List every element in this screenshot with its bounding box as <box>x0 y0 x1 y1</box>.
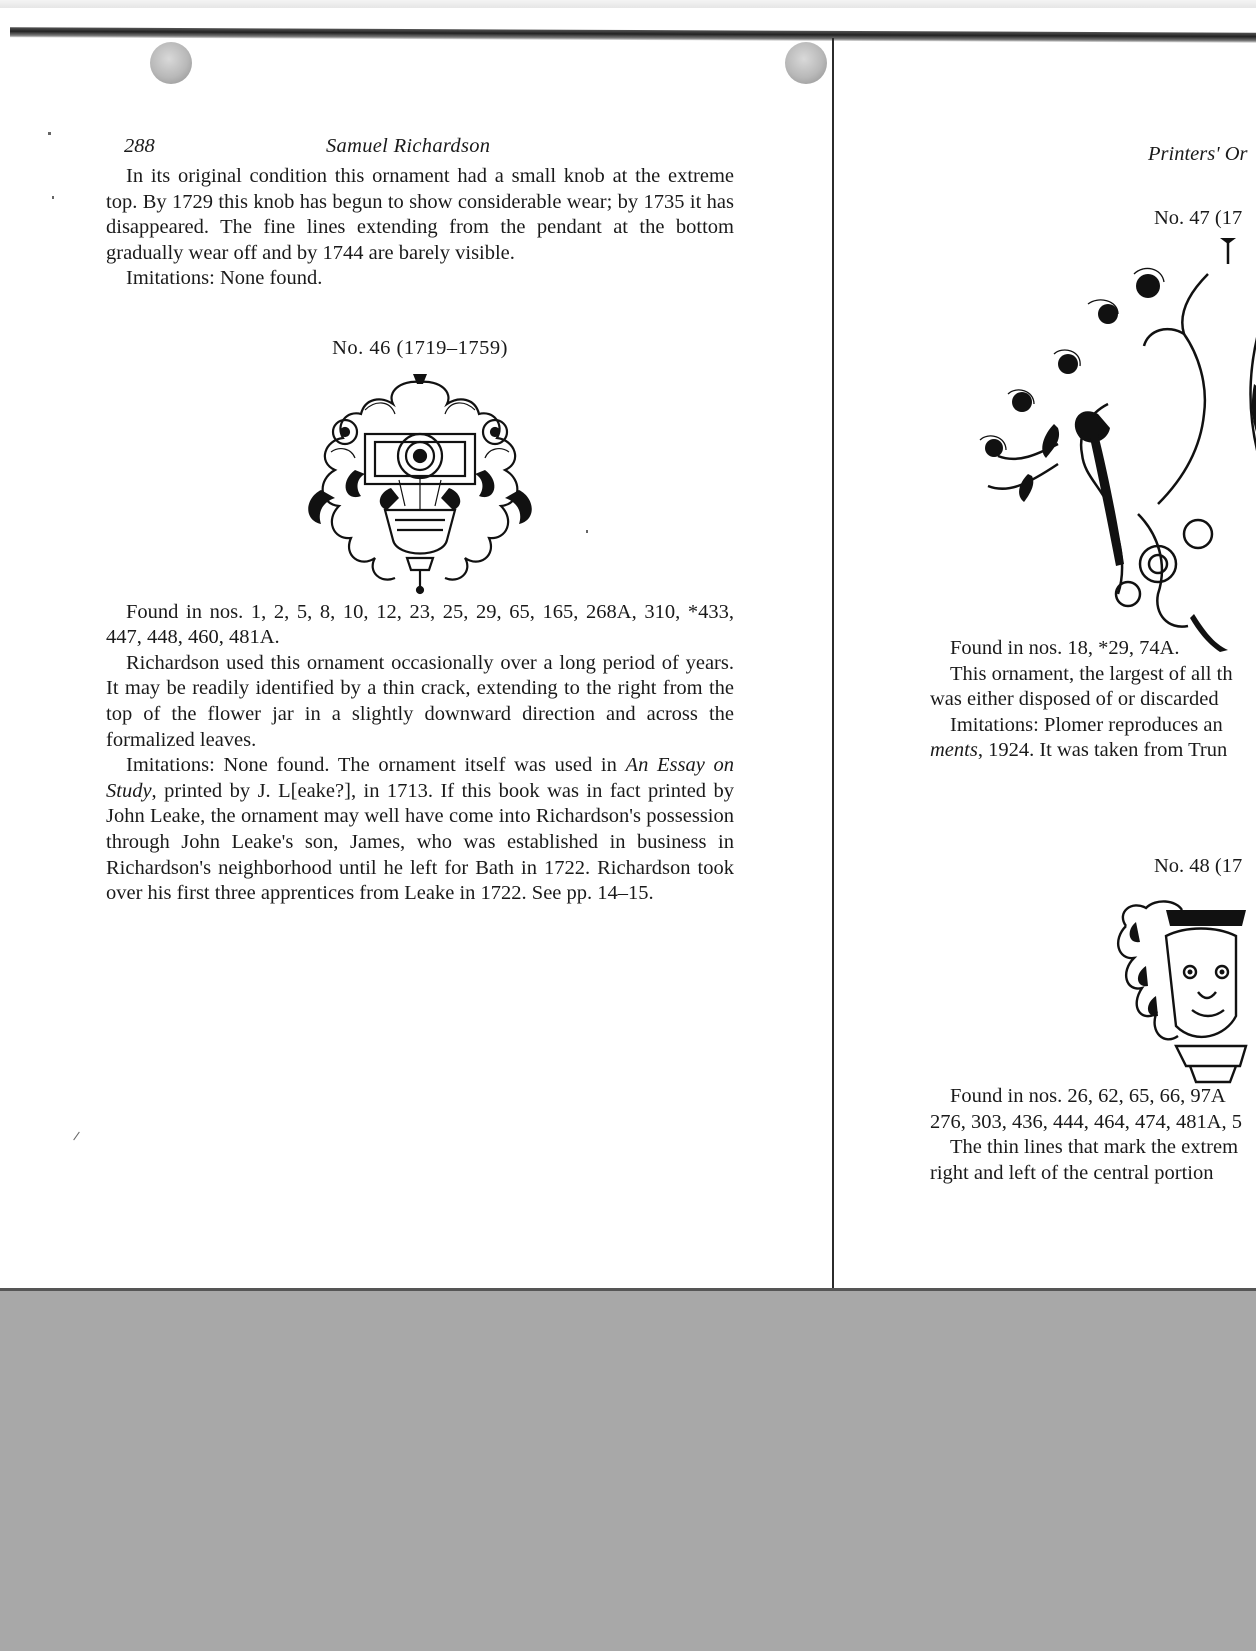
intro-imitations: Imitations: None found. <box>126 267 323 290</box>
right-page <box>930 130 1256 1290</box>
ornament-46-description: Richardson used this ornament occasionally over a long period of years. It may be readily identified by a thin crack, extending to the right from the top of the flower jar in a slightly downward direction and across the formalized leaves. <box>106 651 734 751</box>
mask-face-ornament-image <box>1106 896 1256 1086</box>
scan-speck <box>48 132 51 135</box>
ornament-46-label: No. 46 (1719–1759) <box>332 336 508 359</box>
ornament-48-line: The thin lines that mark the extrem <box>950 1136 1239 1159</box>
ornament-48-found-in-cont: 276, 303, 436, 444, 464, 474, 481A, 5 <box>930 1110 1243 1133</box>
page-number: 288 <box>124 135 155 157</box>
running-head <box>106 130 734 164</box>
ornament-46-found-in: Found in nos. 1, 2, 5, 8, 10, 12, 23, 25, 29, 65, 165, 268A, 310, *433, 447, 448, 460, 481A. <box>106 600 734 649</box>
imitations-rest: , printed by J. L[eake?], in 1713. If this book was in fact printed by John Leake, the ornament may well have come into Richardson's possession through John Leake's son, James, who was established in business in Richardson's neighborhood until he left for Bath in 1722. Richardson took over his first three apprentices from Leake in 1722. See pp. 14–15. <box>106 779 734 905</box>
intro-paragraph: In its original condition this ornament had a small knob at the extreme top. By 1729 this knob has begun to show considerable wear; by 1735 it has disappeared. The fine lines extending from the pendant at the bottom gradually wear off and by 1744 are barely visible. <box>106 165 734 264</box>
scanner-top-margin <box>0 0 1256 8</box>
imitations-lead: Imitations: None found. The ornament itself was used in <box>126 754 626 777</box>
ornament-48-text <box>930 1084 1256 1186</box>
ornament-46-imitations <box>106 753 734 907</box>
ornament-48-found-in: Found in nos. 26, 62, 65, 66, 97A <box>950 1085 1226 1107</box>
right-running-title: Printers' Or <box>1148 143 1248 165</box>
scan-speck <box>52 196 54 199</box>
book-gutter-line <box>832 38 834 1290</box>
ornament-47-line <box>930 738 1256 764</box>
book-title-italic: An Essay on Study <box>106 754 734 802</box>
flower-jar-ornament-image <box>295 370 545 600</box>
ornament-47-line-rest: , 1924. It was taken from Trun <box>977 739 1228 762</box>
ornament-47-line: This ornament, the largest of all th <box>950 662 1233 685</box>
left-page <box>106 130 734 907</box>
ornament-47-found-in: Found in nos. 18, *29, 74A. <box>950 637 1180 659</box>
ornament-47-italic: ments <box>930 739 978 762</box>
punch-hole-left <box>150 42 192 84</box>
ornament-47-line: Imitations: Plomer reproduces an <box>950 713 1223 736</box>
ornament-47-line: was either disposed of or discarded <box>930 688 1219 711</box>
ornament-47-text <box>930 636 1256 764</box>
running-title: Samuel Richardson <box>326 135 491 157</box>
bird-cherub-ornament-image <box>958 234 1256 654</box>
ornament-47-label: No. 47 (17 <box>1154 207 1243 229</box>
ornament-48-line: right and left of the central portion <box>930 1161 1214 1184</box>
ornament-48-label: No. 48 (17 <box>1154 855 1243 877</box>
punch-hole-right <box>785 42 827 84</box>
